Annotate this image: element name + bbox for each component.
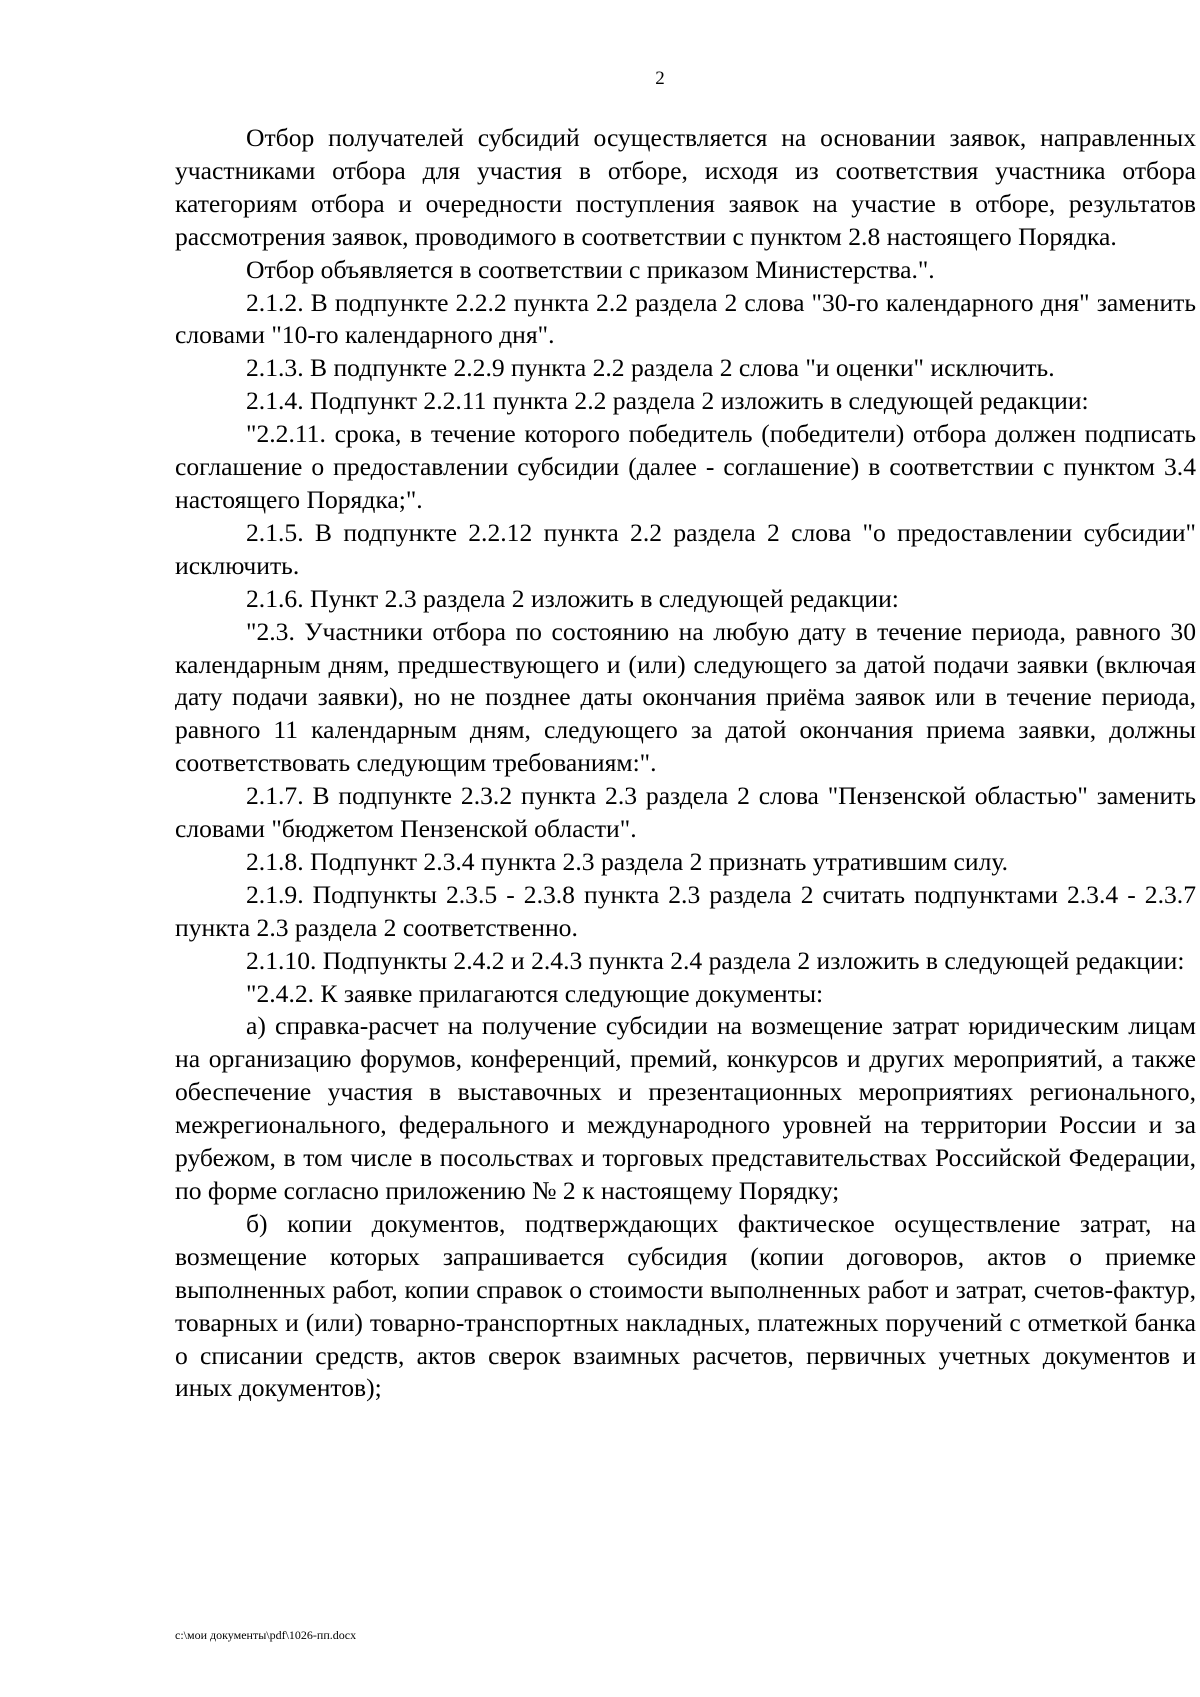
paragraph: 2.1.7. В подпункте 2.3.2 пункта 2.3 раздела 2 слова "Пензенской областью" заменить словами "бюджетом Пензенской области".	[175, 781, 1196, 844]
paragraph: 2.1.8. Подпункт 2.3.4 пункта 2.3 раздела 2 признать утратившим силу.	[246, 846, 1009, 876]
paragraph: 2.1.6. Пункт 2.3 раздела 2 изложить в следующей редакции:	[246, 583, 899, 613]
page-number: 2	[655, 68, 665, 89]
paragraph: 2.1.5. В подпункте 2.2.12 пункта 2.2 раздела 2 слова "о предоставлении субсидии" исключить.	[175, 517, 1196, 580]
paragraph: 2.1.9. Подпункты 2.3.5 - 2.3.8 пункта 2.3 раздела 2 считать подпунктами 2.3.4 - 2.3.7 пункта 2.3 раздела 2 соответственно.	[175, 879, 1196, 942]
paragraph: "2.2.11. срока, в течение которого победитель (победители) отбора должен подписать соглашение о предоставлении субсидии (далее - соглашение) в соответствии с пунктом 3.4 настоящего Порядка;".	[175, 419, 1196, 514]
paragraph: б) копии документов, подтверждающих фактическое осуществление затрат, на возмещение которых запрашивается субсидия (копии договоров, актов о приемке выполненных работ, копии справок о стоимости выполненных работ и затрат, счетов-фактур, товарных и (или) товарно-транспортных накладных, платежных поручений с отметкой банка о списании средств, актов сверок взаимных расчетов, первичных учетных документов и иных документов);	[175, 1208, 1196, 1403]
paragraph: 2.1.3. В подпункте 2.2.9 пункта 2.2 раздела 2 слова "и оценки" исключить.	[246, 353, 1055, 383]
document-body	[175, 122, 1196, 1405]
paragraph: Отбор объявляется в соответствии с приказом Министерства.".	[246, 254, 935, 284]
paragraph: "2.4.2. К заявке прилагаются следующие документы:	[246, 978, 824, 1008]
paragraph: Отбор получателей субсидий осуществляется на основании заявок, направленных участниками отбора для участия в отборе, исходя из соответствия участника отбора категориям отбора и очередности поступления заявок на участие в отборе, результатов рассмотрения заявок, проводимого в соответствии с пунктом 2.8 настоящего Порядка.	[175, 123, 1196, 251]
paragraph: 2.1.4. Подпункт 2.2.11 пункта 2.2 раздела 2 изложить в следующей редакции:	[246, 386, 1089, 416]
paragraph: 2.1.10. Подпункты 2.4.2 и 2.4.3 пункта 2.4 раздела 2 изложить в следующей редакции:	[246, 945, 1185, 975]
paragraph: а) справка-расчет на получение субсидии на возмещение затрат юридическим лицам на организацию форумов, конференций, премий, конкурсов и других мероприятий, а также обеспечение участия в выставочных и презентационных мероприятиях регионального, межрегионального, федерального и международного уровней на территории России и за рубежом, в том числе в посольствах и торговых представительствах Российской Федерации, по форме согласно приложению № 2 к настоящему Порядку;	[175, 1011, 1196, 1205]
paragraph: "2.3. Участники отбора по состоянию на любую дату в течение периода, равного 30 календарным дням, предшествующего и (или) следующего за датой подачи заявки (включая дату подачи заявки), но не позднее даты окончания приёма заявок или в течение периода, равного 11 календарным дням, следующего за датой окончания приема заявки, должны соответствовать следующим требованиям:".	[175, 616, 1196, 778]
paragraph: 2.1.2. В подпункте 2.2.2 пункта 2.2 раздела 2 слова "30-го календарного дня" заменить словами "10-го календарного дня".	[175, 287, 1196, 350]
file-path-footer: c:\мои документы\pdf\1026-пп.docx	[175, 1628, 357, 1642]
